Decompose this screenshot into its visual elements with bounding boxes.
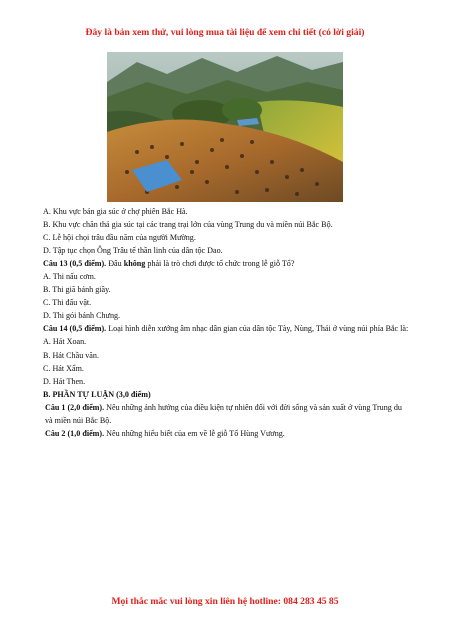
essay2-text: Nêu những hiểu biết của em về lễ giỗ Tổ Hùng Vương. — [104, 428, 285, 438]
q13-text-after: phải là trò chơi được tổ chức trong lễ giỗ Tổ? — [145, 259, 295, 269]
market-landscape-photo — [107, 52, 343, 202]
q13-option-b: B. Thi giã bánh giầy. — [43, 285, 111, 295]
q13-option-d: D. Thi gói bánh Chưng. — [43, 311, 121, 321]
q14-option-d: D. Hát Then. — [43, 376, 86, 386]
hotline-footer: Mọi thắc mắc vui lòng xin liên hệ hotline: 084 283 45 85 — [111, 596, 339, 607]
q12-option-b: B. Khu vực chăn thả gia súc tại các trang trại lớn của vùng Trung du và miền núi Bắc Bộ. — [43, 220, 333, 230]
q12-option-d: D. Tập tục chọn Ông Trâu tế thần linh của dân tộc Dao. — [43, 246, 223, 256]
q14-option-a: A. Hát Xoan. — [43, 337, 87, 347]
q13-label: Câu 13 (0,5 điểm). — [43, 259, 107, 269]
q14-question — [43, 322, 409, 335]
q14-text: Loại hình diễn xướng âm nhạc dân gian của dân tộc Tày, Nùng, Thái ở vùng núi phía Bắc là: — [106, 324, 409, 334]
preview-notice: Đây là bản xem thử, vui lòng mua tài liệu để xem chi tiết (có lời giải) — [85, 27, 365, 38]
q14-option-c: C. Hát Xẩm. — [43, 363, 84, 373]
q14-label: Câu 14 (0,5 điểm). — [43, 324, 107, 334]
q13-question — [43, 257, 409, 270]
essay1-label: Câu 1 (2,0 điểm). — [45, 402, 105, 412]
q13-emphasis: không — [123, 259, 146, 269]
q12-option-c: C. Lễ hội chọi trâu đầu năm của người Mường. — [43, 233, 196, 243]
section-b-title: B. PHẦN TỰ LUẬN (3,0 điểm) — [43, 389, 151, 399]
essay-question-2 — [43, 427, 409, 440]
essay2-label: Câu 2 (1,0 điểm). — [45, 428, 105, 438]
q13-option-a: A. Thi nấu cơm. — [43, 272, 96, 282]
q13-text-before: Đâu — [106, 259, 124, 269]
q13-option-c: C. Thi đấu vật. — [43, 298, 92, 308]
exam-content — [43, 205, 409, 440]
q12-option-a: A. Khu vực bán gia súc ở chợ phiên Bắc Hà. — [43, 207, 188, 216]
essay1-text: Nêu những ảnh hưởng của điều kiện tự nhiên đối với đời sống và sản xuất ở vùng Trung du và miền núi Bắc Bộ. — [45, 402, 402, 425]
essay-question-1 — [43, 401, 409, 427]
q14-option-b: B. Hát Chầu văn. — [43, 350, 99, 360]
